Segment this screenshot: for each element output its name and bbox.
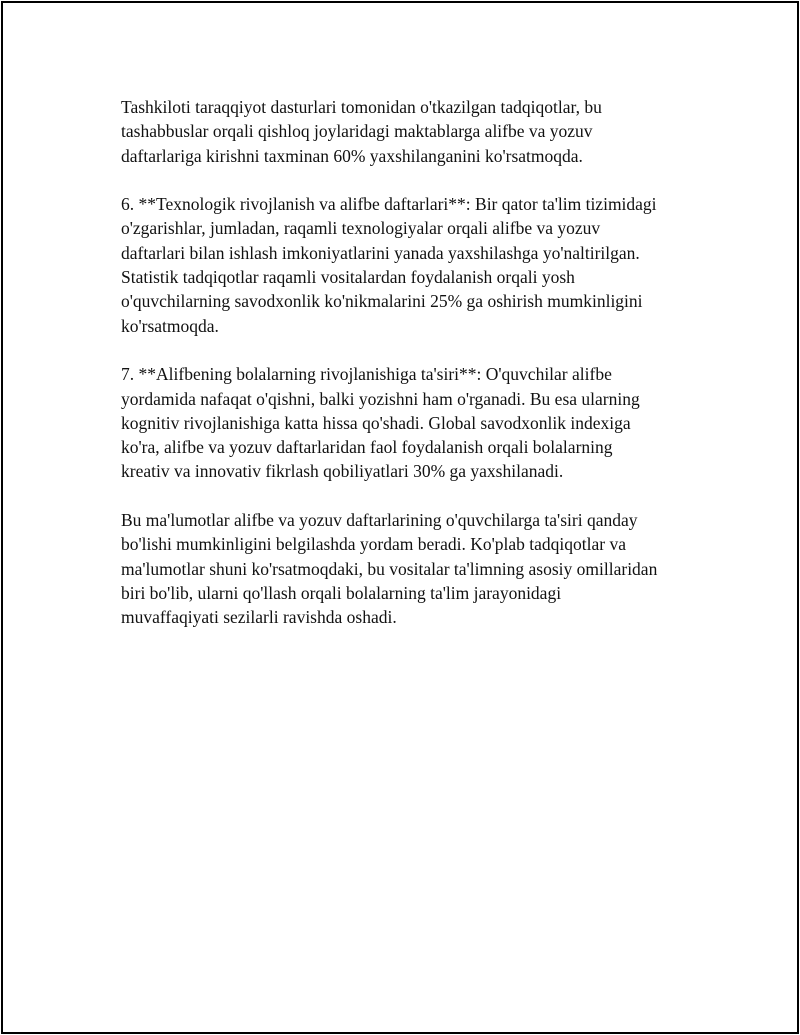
paragraph-item-7: 7. **Alifbening bolalarning rivojlanishiga ta'siri**: O'quvchilar alifbe yordamida nafaqat o'qishni, balki yozishni ham o'rganadi. Bu esa ularning kognitiv rivojlanishiga katta hissa qo'shadi. Global savodxonlik indexiga ko'ra, alifbe va yozuv daftarlaridan faol foydalanish orqali bolalarning kreativ va innovativ fikrlash qobiliyatlari 30% ga yaxshilanadi.: [121, 364, 640, 482]
paragraph-conclusion: Bu ma'lumotlar alifbe va yozuv daftarlarining o'quvchilarga ta'siri qanday bo'lishi mumkinligini belgilashda yordam beradi. Ko'plab tadqiqotlar va ma'lumotlar shuni ko'rsatmoqdaki, bu vositalar ta'limning asosiy omillaridan biri bo'lib, ularni qo'llash orqali bolalarning ta'lim jarayonidagi muvaffaqiyati sezilarli ravishda oshadi.: [121, 510, 658, 628]
document-body: [121, 95, 721, 654]
document-page: [1, 1, 799, 1034]
paragraph-item-6: 6. **Texnologik rivojlanish va alifbe daftarlari**: Bir qator ta'lim tizimidagi o'zgarishlar, jumladan, raqamli texnologiyalar orqali alifbe va yozuv daftarlari bilan ishlash imkoniyatlarini yanada yaxshilashga yo'naltirilgan. Statistik tadqiqotlar raqamli vositalardan foydalanish orqali yosh o'quvchilarning savodxonlik ko'nikmalarini 25% ga oshirish mumkinligini ko'rsatmoqda.: [121, 194, 657, 336]
paragraph-intro-continuation: Tashkiloti taraqqiyot dasturlari tomonidan o'tkazilgan tadqiqotlar, bu tashabbuslar orqali qishloq joylaridagi maktablarga alifbe va yozuv daftarlariga kirishni taxminan 60% yaxshilanganini ko'rsatmoqda.: [121, 97, 602, 166]
